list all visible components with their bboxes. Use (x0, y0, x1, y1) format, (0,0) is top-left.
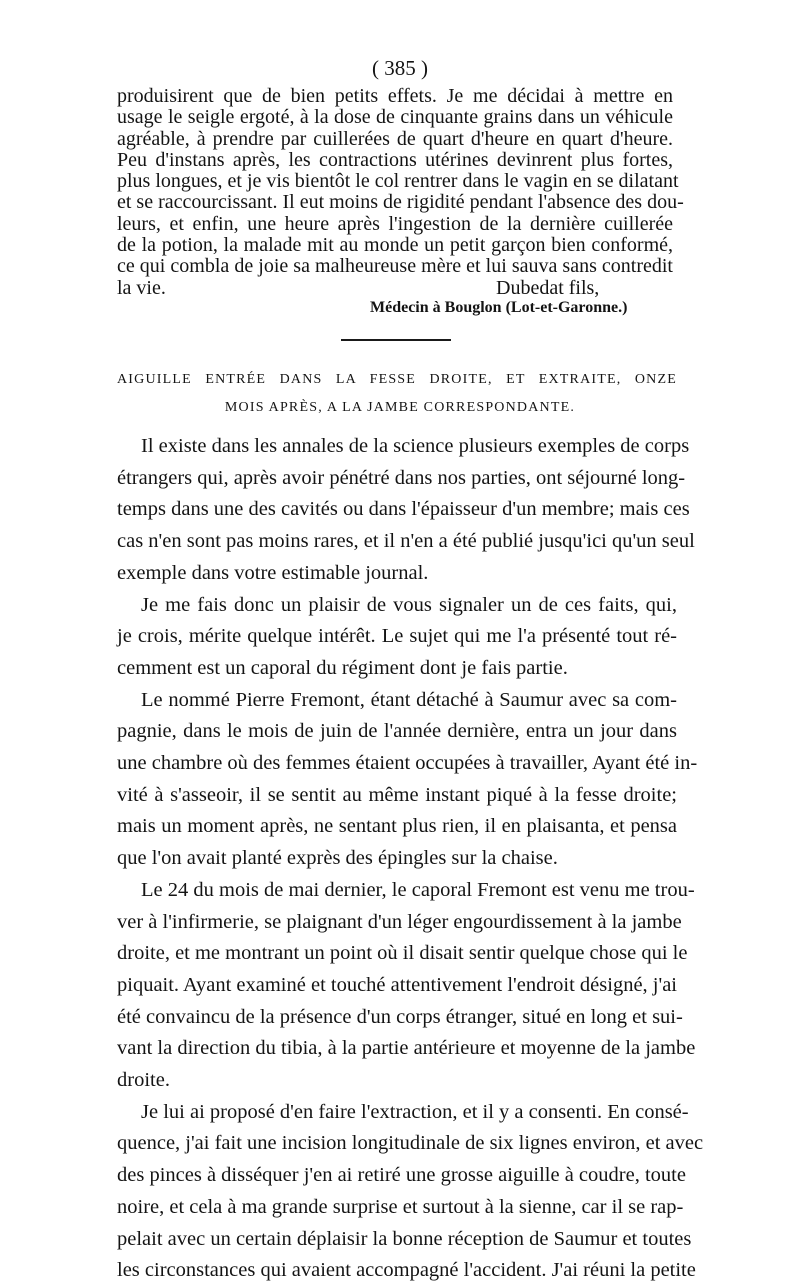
text-line: leurs, et enfin, une heure après l'ingestion de la dernière cuillerée (117, 212, 673, 235)
text-line: mais un moment après, ne sentant plus rien, il en plaisanta, et pensa (117, 815, 677, 838)
text-line: temps dans une des cavités ou dans l'épaisseur d'un membre; mais ces (117, 498, 690, 521)
text-line: de la potion, la malade mit au monde un petit garçon bien conformé, (117, 234, 673, 257)
text-line: quence, j'ai fait une incision longitudinale de six lignes environ, et avec (117, 1132, 704, 1155)
page-number: ( 385 ) (372, 56, 428, 80)
text-line: Le 24 du mois de mai dernier, le caporal Fremont est venu me trou- (141, 878, 695, 901)
text-line: vité à s'asseoir, il se sentit au même instant piqué à la fesse droite; (117, 783, 677, 806)
text-line: cas n'en sont pas moins rares, et il n'en a été publié jusqu'ici qu'un seul (117, 530, 695, 553)
text-line: les circonstances qui avaient accompagné l'accident. J'ai réuni la petite (117, 1259, 696, 1282)
first-paragraph (117, 85, 684, 299)
text-line: vant la direction du tibia, à la partie antérieure et moyenne de la jambe (117, 1037, 696, 1060)
text-line: droite. (117, 1069, 170, 1092)
text-line: usage le seigle ergoté, à la dose de cinquante grains dans un véhicule (117, 106, 673, 129)
text-line: piquait. Ayant examiné et touché attentivement l'endroit désigné, j'ai (117, 973, 677, 996)
article-heading-line-1: AIGUILLE ENTRÉE DANS LA FESSE DROITE, ET EXTRAITE, ONZE (117, 372, 677, 387)
text-line: Il existe dans les annales de la science plusieurs exemples de corps (141, 435, 690, 457)
text-line: exemple dans votre estimable journal. (117, 561, 429, 584)
text-line: Peu d'instans après, les contractions utérines devinrent plus fortes, (117, 148, 673, 171)
text-line: je crois, mérite quelque intérêt. Le sujet qui me l'a présenté tout ré- (117, 625, 677, 648)
text-line: Je me fais donc un plaisir de vous signaler un de ces faits, qui, (141, 593, 677, 616)
article-body (117, 431, 704, 1287)
text-line: étrangers qui, après avoir pénétré dans nos parties, ont séjourné long- (117, 466, 686, 489)
text-line: pagnie, dans le mois de juin de l'année dernière, entra un jour dans (117, 720, 677, 743)
text-line: été convaincu de la présence d'un corps étranger, situé en long et sui- (117, 1005, 683, 1028)
text-line: agréable, à prendre par cuillerées de quart d'heure en quart d'heure. (117, 127, 673, 150)
text-line: Le nommé Pierre Fremont, étant détaché à Saumur avec sa com- (141, 688, 677, 711)
text-line: cemment est un caporal du régiment dont je fais partie. (117, 656, 568, 679)
text-line: produisirent que de bien petits effets. Je me décidai à mettre en (117, 85, 673, 107)
text-line: droite, et me montrant un point où il disait sentir quelque chose qui le (117, 942, 688, 965)
text-line: que l'on avait planté exprès des épingles sur la chaise. (117, 847, 558, 870)
signature-name: Dubedat fils, (496, 277, 600, 299)
article-heading-line-2: MOIS APRÈS, A LA JAMBE CORRESPONDANTE. (224, 400, 576, 415)
signature-location: Médecin à Bouglon (Lot-et-Garonne.) (370, 299, 628, 316)
section-divider (341, 339, 451, 341)
text-line: Je lui ai proposé d'en faire l'extraction, et il y a consenti. En consé- (141, 1100, 689, 1123)
text-line: pelait avec un certain déplaisir la bonne réception de Saumur et toutes (117, 1227, 692, 1250)
text-line: noire, et cela à ma grande surprise et surtout à la sienne, car il se rap- (117, 1195, 684, 1218)
text-line: des pinces à disséquer j'en ai retiré une grosse aiguille à coudre, toute (117, 1164, 686, 1187)
text-line: la vie. (117, 276, 166, 299)
text-line: ce qui combla de joie sa malheureuse mère et lui sauva sans contredit (117, 255, 673, 278)
text-line: et se raccourcissant. Il eut moins de rigidité pendant l'absence des dou- (117, 191, 684, 214)
text-line: une chambre où des femmes étaient occupées à travailler, Ayant été in- (117, 752, 698, 775)
text-line: plus longues, et je vis bientôt le col rentrer dans le vagin en se dilatant (117, 170, 679, 193)
text-line: ver à l'infirmerie, se plaignant d'un léger engourdissement à la jambe (117, 910, 682, 933)
